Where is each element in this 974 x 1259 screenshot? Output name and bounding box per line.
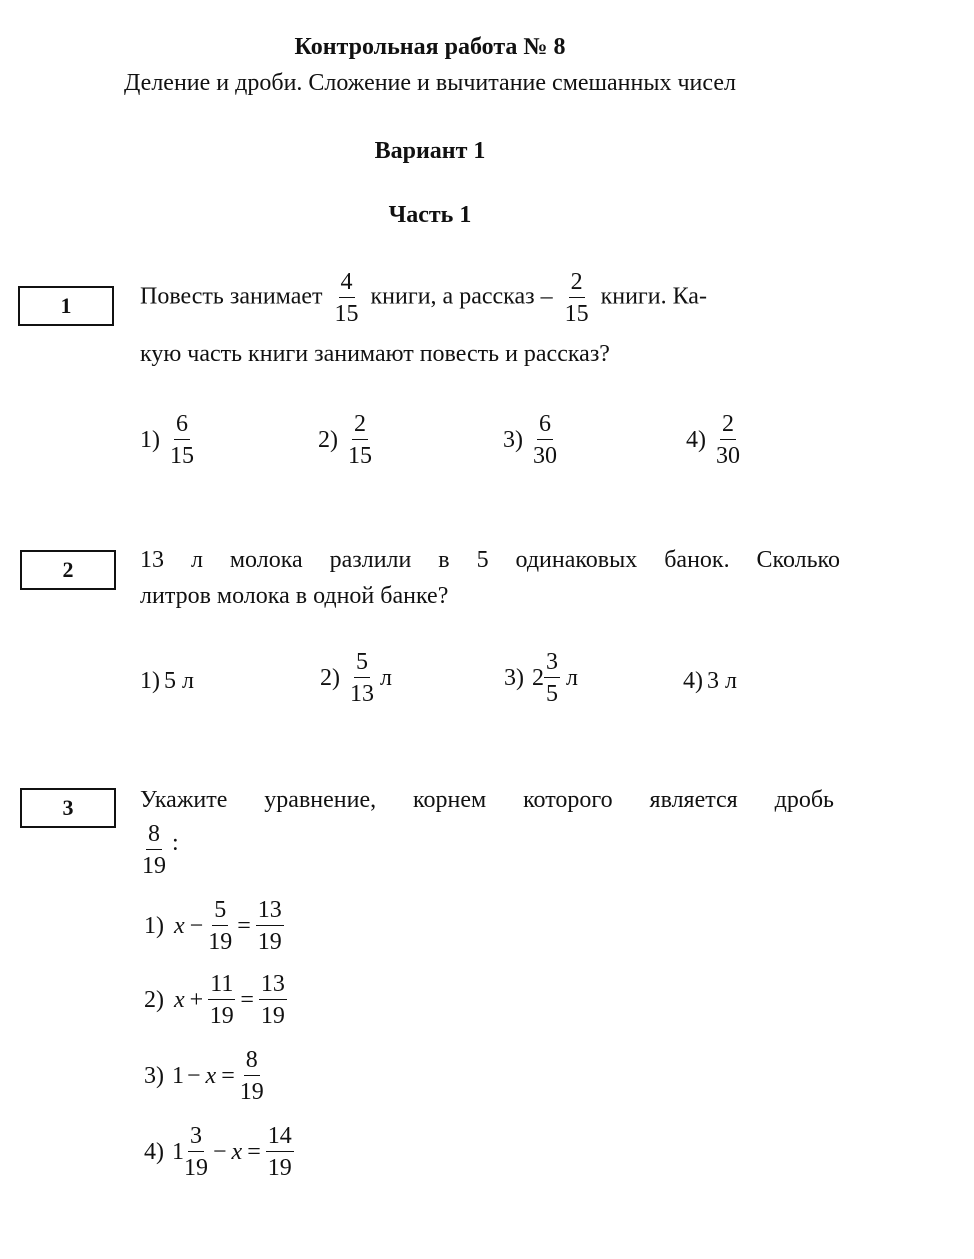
denominator: 19 (239, 1079, 264, 1105)
answer-option-1[interactable] (144, 898, 286, 954)
option-label: 1) (140, 668, 160, 694)
variable: x (174, 912, 185, 939)
denominator: 19 (184, 1155, 208, 1181)
answer-option-3[interactable] (144, 1048, 266, 1104)
fraction (256, 898, 284, 954)
fraction (565, 270, 589, 326)
denominator: 19 (142, 853, 166, 879)
equals: = (240, 986, 254, 1013)
option-label: 4) (683, 668, 703, 694)
numerator: 3 (188, 1124, 204, 1152)
numerator: 5 (212, 898, 228, 926)
answer-option-4[interactable] (686, 412, 746, 468)
fraction (335, 270, 359, 326)
variable: x (231, 1138, 243, 1165)
numerator: 13 (259, 972, 287, 1000)
task-text: книги, а рассказ – (370, 283, 553, 310)
answer-option-4[interactable] (144, 1124, 296, 1180)
numerator: 5 (354, 650, 370, 678)
option-label: 3) (504, 664, 524, 691)
fraction (170, 412, 194, 468)
answer-option-1[interactable] (140, 668, 194, 695)
numerator: 6 (537, 412, 553, 440)
colon: : (172, 829, 179, 856)
fraction (716, 412, 740, 468)
answer-option-2[interactable] (144, 972, 289, 1028)
equals: = (237, 912, 251, 939)
denominator: 5 (546, 681, 558, 707)
numerator: 2 (720, 412, 736, 440)
page-title: Контрольная работа № 8 (294, 34, 566, 60)
option-value: 5 л (164, 668, 194, 694)
numerator: 2 (569, 270, 585, 298)
task-text: Повесть занимает (140, 283, 323, 310)
numerator: 4 (339, 270, 355, 298)
numerator: 3 (544, 650, 560, 678)
page-subtitle: Деление и дроби. Сложение и вычитание смешанных чисел (124, 70, 736, 96)
option-label: 1) (140, 426, 160, 453)
task-2-line-2: литров молока в одной банке? (140, 583, 449, 609)
option-label: 2) (320, 664, 340, 691)
task-1-line-2: кую часть книги занимают повесть и рассказ? (140, 341, 610, 367)
denominator: 15 (348, 443, 372, 469)
fraction (259, 972, 287, 1028)
operator: − (189, 912, 204, 939)
numerator: 13 (256, 898, 284, 926)
option-label: 4) (144, 1138, 164, 1165)
task-number-box: 3 (20, 788, 116, 828)
denominator: 15 (564, 301, 589, 327)
answer-option-3[interactable] (503, 412, 563, 468)
task-3-line-1: Укажите уравнение, корнем которого является дробь (140, 787, 834, 813)
task-1-line-1 (140, 270, 840, 326)
fraction (142, 822, 166, 878)
task-number-box: 2 (20, 550, 116, 590)
numerator: 14 (266, 1124, 294, 1152)
denominator: 30 (716, 443, 740, 469)
option-label: 2) (318, 426, 338, 453)
fraction (533, 412, 557, 468)
numerator: 11 (208, 972, 235, 1000)
fraction (350, 650, 374, 706)
equals: = (221, 1062, 235, 1089)
variable: x (174, 986, 185, 1013)
denominator: 19 (267, 1155, 292, 1181)
denominator: 13 (350, 681, 374, 707)
denominator: 19 (208, 929, 233, 955)
answer-option-1[interactable] (140, 412, 200, 468)
fraction (208, 972, 235, 1028)
task-number-box: 1 (18, 286, 114, 326)
task-2-line-1: 13 л молока разлили в 5 одинаковых банок. Сколько (140, 547, 840, 573)
option-label: 1) (144, 912, 164, 939)
task-3-fraction (138, 822, 179, 878)
option-label: 3) (503, 426, 523, 453)
part-heading: Часть 1 (388, 202, 472, 228)
denominator: 15 (170, 443, 194, 469)
option-value: 3 л (707, 668, 737, 694)
answer-option-4[interactable] (683, 668, 737, 695)
fraction (240, 1048, 264, 1104)
answer-option-2[interactable] (318, 412, 378, 468)
whole-part: 2 (532, 664, 544, 691)
whole-part: 1 (172, 1138, 184, 1165)
denominator: 19 (260, 1003, 285, 1029)
variant-heading: Вариант 1 (374, 138, 486, 164)
variable: x (205, 1062, 217, 1089)
operator: + (189, 986, 204, 1013)
operator: − (187, 1062, 201, 1089)
operator: − (213, 1138, 227, 1165)
denominator: 15 (334, 301, 359, 327)
fraction (208, 898, 232, 954)
fraction (266, 1124, 294, 1180)
denominator: 30 (533, 443, 557, 469)
numerator: 6 (174, 412, 190, 440)
denominator: 19 (257, 929, 282, 955)
fraction (184, 1124, 208, 1180)
option-label: 3) (144, 1062, 164, 1089)
option-label: 4) (686, 426, 706, 453)
answer-option-3[interactable] (504, 650, 578, 706)
numerator: 8 (146, 822, 162, 850)
denominator: 19 (209, 1003, 234, 1029)
fraction (544, 650, 560, 706)
option-label: 2) (144, 986, 164, 1013)
fraction (348, 412, 372, 468)
unit: л (566, 664, 578, 691)
numerator: 8 (244, 1048, 260, 1076)
equals: = (247, 1138, 261, 1165)
task-text: книги. Ка- (600, 283, 707, 310)
numerator: 2 (352, 412, 368, 440)
whole-part: 1 (172, 1062, 184, 1089)
answer-option-2[interactable] (320, 650, 392, 706)
unit: л (380, 664, 392, 691)
